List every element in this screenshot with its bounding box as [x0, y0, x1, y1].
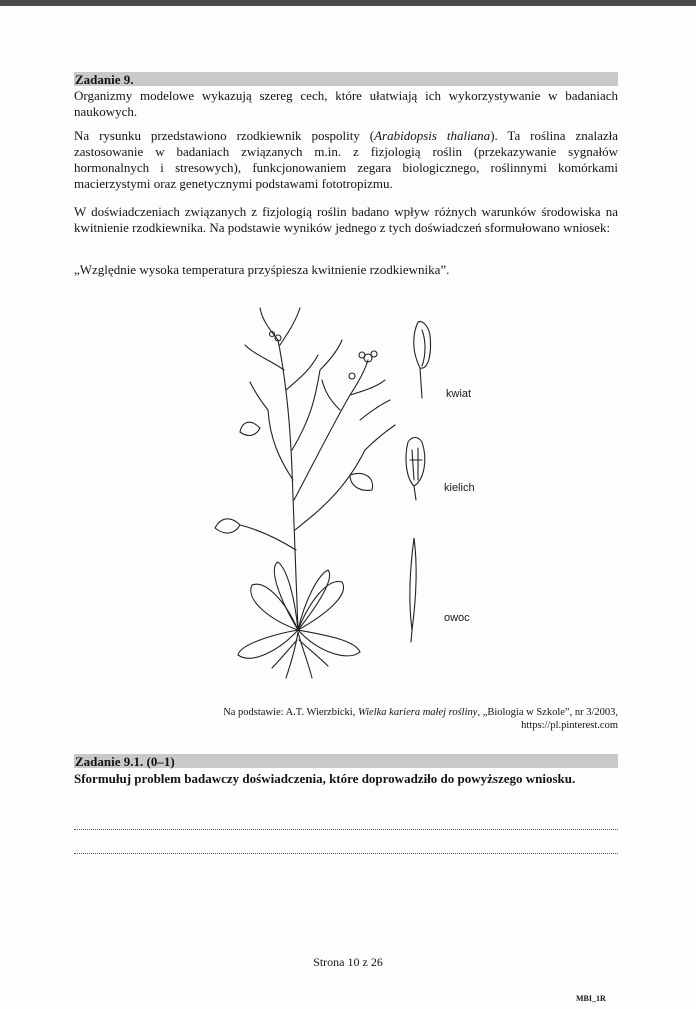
task-title: Zadanie 9.	[75, 72, 134, 87]
paragraph-2-text-start: Na rysunku przedstawiono rzodkiewnik pospolity (	[74, 128, 375, 143]
subtask-header	[74, 754, 618, 768]
calyx-detail	[406, 438, 425, 487]
answer-line-1[interactable]	[74, 829, 618, 830]
subtask-instruction: Sformułuj problem badawczy doświadczenia, które doprowadziło do powyższego wniosku.	[74, 771, 576, 786]
source-prefix: Na podstawie: A.T. Wierzbicki,	[223, 707, 358, 718]
arabidopsis-illustration	[200, 300, 520, 680]
species-name: Arabidopsis thaliana	[374, 128, 491, 143]
figure-source	[160, 706, 618, 732]
source-url: https://pl.pinterest.com	[521, 720, 618, 731]
source-suffix: , „Biologia w Szkole”, nr 3/2003,	[477, 707, 618, 718]
calyx-label: kielich	[444, 482, 475, 494]
task-header	[74, 72, 618, 86]
flower-label: kwiat	[446, 388, 472, 400]
source-title: Wielka kariera małej rośliny	[357, 707, 478, 718]
exam-code: MBI_1R	[576, 994, 606, 1003]
answer-line-2[interactable]	[74, 853, 618, 854]
task-intro: Organizmy modelowe wykazują szereg cech, które ułatwiają ich wykorzystywanie w badaniach naukowych.	[74, 88, 618, 119]
task-paragraph-3: W doświadczeniach związanych z fizjologią roślin badano wpływ różnych warunków środowiska na kwitnienie rzodkiewnika. Na podstawie wyników jednego z tych doświadczeń sformułowano wniosek:	[74, 204, 618, 235]
main-stem	[278, 340, 298, 630]
task-conclusion: „Względnie wysoka temperatura przyśpiesza kwitnienie rzodkiewnika”.	[74, 262, 450, 277]
task-paragraph-2	[74, 128, 618, 192]
source-line	[160, 706, 618, 719]
flower-detail	[414, 322, 431, 369]
fruit-label: owoc	[444, 612, 470, 624]
paragraph-2-text-end: ). Ta roślina znalazła zastosowanie w badaniach związanych m.in. z fizjologią roślin (przekazywanie sygnałów hormonalnych i stresowych), funkcjonowaniem zegara biologicznego, roślinnymi komórkami macierzystymi oraz genetycznymi podstawami fototropizmu.	[74, 128, 619, 191]
subtask-title: Zadanie 9.1. (0–1)	[75, 754, 175, 769]
page-number: Strona 10 z 26	[313, 955, 383, 969]
fruit-detail	[410, 538, 416, 630]
